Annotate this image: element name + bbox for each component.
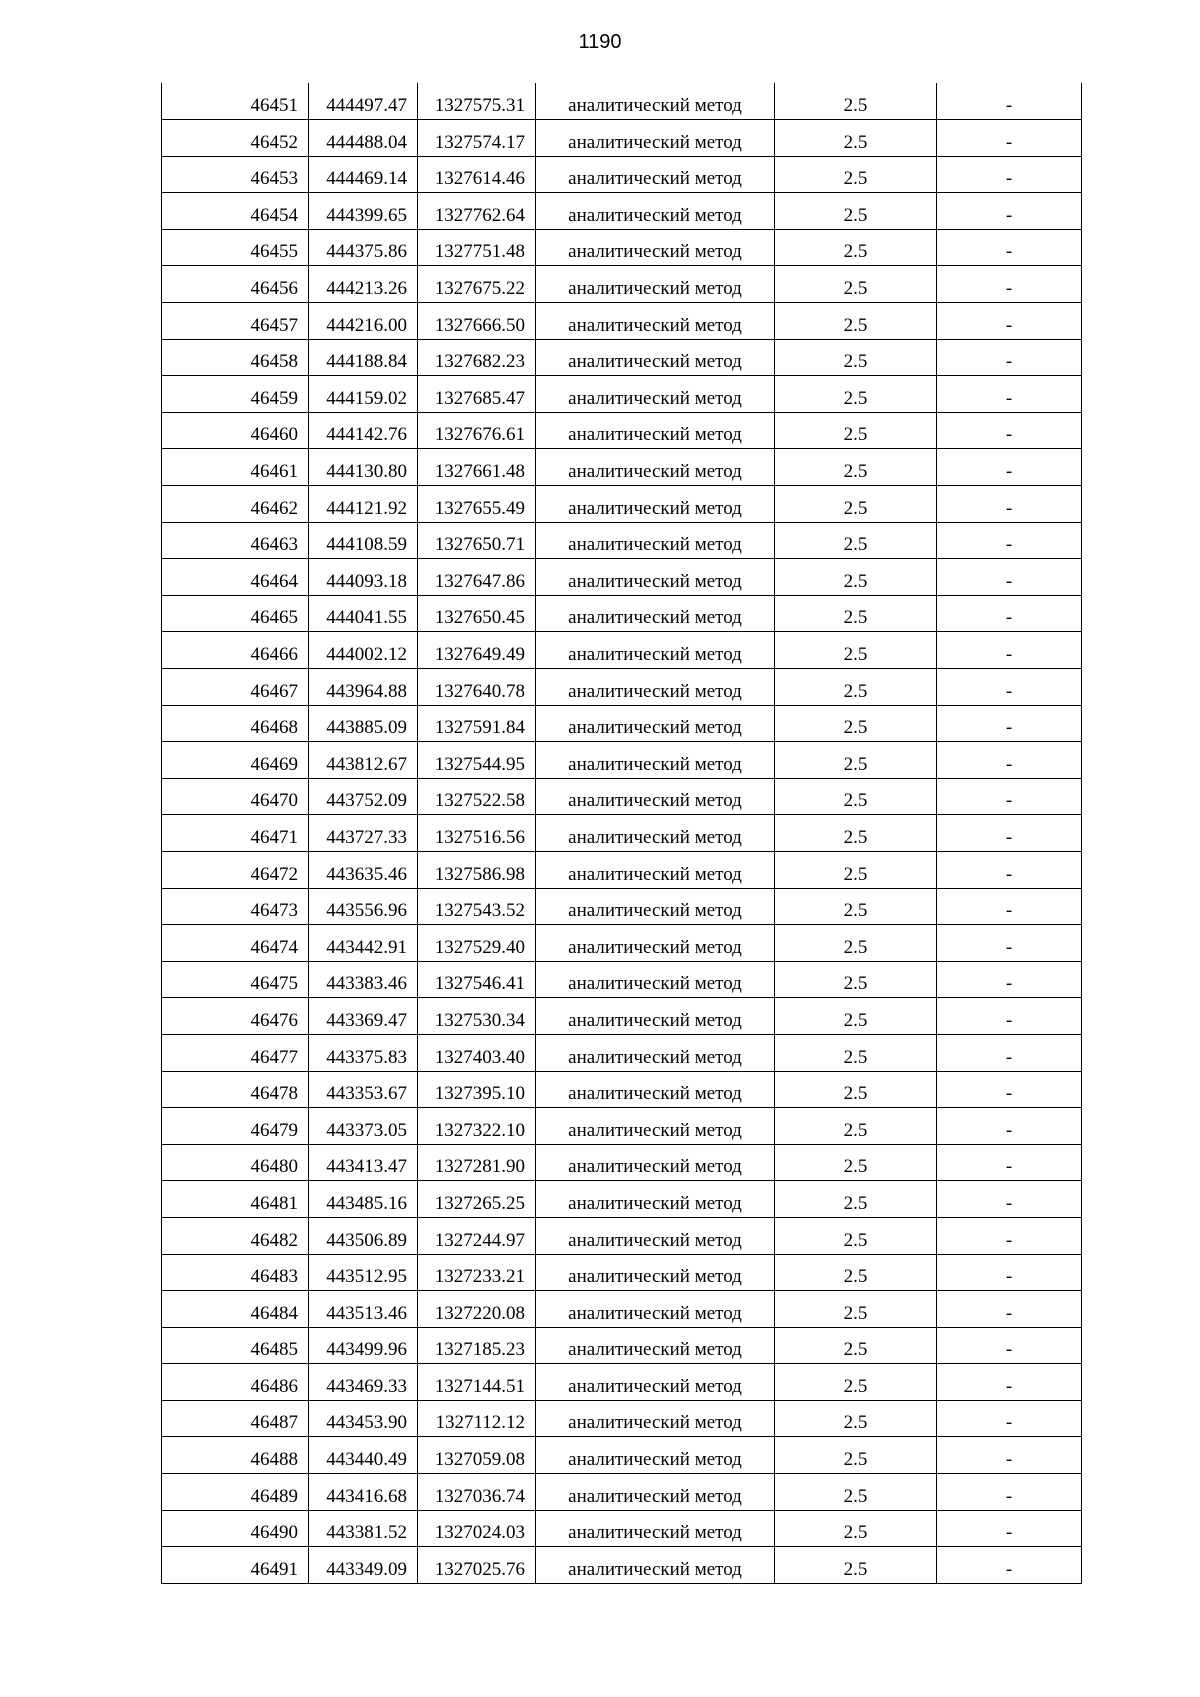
table-row bbox=[162, 486, 1082, 523]
note-cell: - bbox=[937, 266, 1082, 303]
y-coordinate-cell: 1327666.50 bbox=[418, 303, 536, 340]
point-number-cell: 46466 bbox=[162, 632, 309, 669]
method-cell: аналитический метод bbox=[536, 339, 775, 376]
point-number-cell: 46465 bbox=[162, 595, 309, 632]
table-row bbox=[162, 229, 1082, 266]
point-number-cell: 46455 bbox=[162, 229, 309, 266]
table-row bbox=[162, 961, 1082, 998]
table-row bbox=[162, 1327, 1082, 1364]
y-coordinate-cell: 1327676.61 bbox=[418, 412, 536, 449]
method-cell: аналитический метод bbox=[536, 1327, 775, 1364]
point-number-cell: 46474 bbox=[162, 925, 309, 962]
method-cell: аналитический метод bbox=[536, 1510, 775, 1547]
x-coordinate-cell: 443485.16 bbox=[309, 1181, 418, 1218]
table-row bbox=[162, 778, 1082, 815]
point-number-cell: 46484 bbox=[162, 1291, 309, 1328]
note-cell: - bbox=[937, 851, 1082, 888]
note-cell: - bbox=[937, 339, 1082, 376]
table-row bbox=[162, 669, 1082, 706]
accuracy-cell: 2.5 bbox=[775, 778, 937, 815]
table-row bbox=[162, 1474, 1082, 1511]
point-number-cell: 46480 bbox=[162, 1144, 309, 1181]
note-cell: - bbox=[937, 1547, 1082, 1584]
table-row bbox=[162, 1547, 1082, 1584]
note-cell: - bbox=[937, 705, 1082, 742]
accuracy-cell: 2.5 bbox=[775, 229, 937, 266]
y-coordinate-cell: 1327185.23 bbox=[418, 1327, 536, 1364]
method-cell: аналитический метод bbox=[536, 742, 775, 779]
accuracy-cell: 2.5 bbox=[775, 815, 937, 852]
x-coordinate-cell: 443381.52 bbox=[309, 1510, 418, 1547]
x-coordinate-cell: 444002.12 bbox=[309, 632, 418, 669]
x-coordinate-cell: 444121.92 bbox=[309, 486, 418, 523]
y-coordinate-cell: 1327522.58 bbox=[418, 778, 536, 815]
note-cell: - bbox=[937, 632, 1082, 669]
accuracy-cell: 2.5 bbox=[775, 669, 937, 706]
table-row bbox=[162, 1400, 1082, 1437]
y-coordinate-cell: 1327650.45 bbox=[418, 595, 536, 632]
method-cell: аналитический метод bbox=[536, 303, 775, 340]
table-row bbox=[162, 1254, 1082, 1291]
y-coordinate-cell: 1327546.41 bbox=[418, 961, 536, 998]
point-number-cell: 46461 bbox=[162, 449, 309, 486]
method-cell: аналитический метод bbox=[536, 120, 775, 157]
point-number-cell: 46481 bbox=[162, 1181, 309, 1218]
y-coordinate-cell: 1327059.08 bbox=[418, 1437, 536, 1474]
y-coordinate-cell: 1327244.97 bbox=[418, 1217, 536, 1254]
method-cell: аналитический метод bbox=[536, 925, 775, 962]
point-number-cell: 46487 bbox=[162, 1400, 309, 1437]
note-cell: - bbox=[937, 1364, 1082, 1401]
note-cell: - bbox=[937, 595, 1082, 632]
accuracy-cell: 2.5 bbox=[775, 1364, 937, 1401]
y-coordinate-cell: 1327591.84 bbox=[418, 705, 536, 742]
x-coordinate-cell: 444188.84 bbox=[309, 339, 418, 376]
y-coordinate-cell: 1327265.25 bbox=[418, 1181, 536, 1218]
point-number-cell: 46458 bbox=[162, 339, 309, 376]
x-coordinate-cell: 444497.47 bbox=[309, 83, 418, 120]
x-coordinate-cell: 443885.09 bbox=[309, 705, 418, 742]
accuracy-cell: 2.5 bbox=[775, 1108, 937, 1145]
y-coordinate-cell: 1327751.48 bbox=[418, 229, 536, 266]
accuracy-cell: 2.5 bbox=[775, 1291, 937, 1328]
y-coordinate-cell: 1327530.34 bbox=[418, 998, 536, 1035]
y-coordinate-cell: 1327036.74 bbox=[418, 1474, 536, 1511]
accuracy-cell: 2.5 bbox=[775, 120, 937, 157]
accuracy-cell: 2.5 bbox=[775, 961, 937, 998]
point-number-cell: 46457 bbox=[162, 303, 309, 340]
accuracy-cell: 2.5 bbox=[775, 1400, 937, 1437]
x-coordinate-cell: 443375.83 bbox=[309, 1034, 418, 1071]
x-coordinate-cell: 443469.33 bbox=[309, 1364, 418, 1401]
point-number-cell: 46459 bbox=[162, 376, 309, 413]
method-cell: аналитический метод bbox=[536, 1474, 775, 1511]
coordinates-table bbox=[161, 83, 1082, 1584]
point-number-cell: 46490 bbox=[162, 1510, 309, 1547]
x-coordinate-cell: 443499.96 bbox=[309, 1327, 418, 1364]
table-row bbox=[162, 851, 1082, 888]
point-number-cell: 46470 bbox=[162, 778, 309, 815]
x-coordinate-cell: 444108.59 bbox=[309, 522, 418, 559]
accuracy-cell: 2.5 bbox=[775, 83, 937, 120]
y-coordinate-cell: 1327647.86 bbox=[418, 559, 536, 596]
note-cell: - bbox=[937, 1071, 1082, 1108]
point-number-cell: 46454 bbox=[162, 193, 309, 230]
y-coordinate-cell: 1327516.56 bbox=[418, 815, 536, 852]
point-number-cell: 46477 bbox=[162, 1034, 309, 1071]
accuracy-cell: 2.5 bbox=[775, 1144, 937, 1181]
x-coordinate-cell: 443440.49 bbox=[309, 1437, 418, 1474]
accuracy-cell: 2.5 bbox=[775, 1071, 937, 1108]
accuracy-cell: 2.5 bbox=[775, 193, 937, 230]
point-number-cell: 46488 bbox=[162, 1437, 309, 1474]
note-cell: - bbox=[937, 669, 1082, 706]
method-cell: аналитический метод bbox=[536, 1144, 775, 1181]
note-cell: - bbox=[937, 486, 1082, 523]
x-coordinate-cell: 443416.68 bbox=[309, 1474, 418, 1511]
x-coordinate-cell: 444213.26 bbox=[309, 266, 418, 303]
method-cell: аналитический метод bbox=[536, 632, 775, 669]
table-row bbox=[162, 303, 1082, 340]
note-cell: - bbox=[937, 961, 1082, 998]
method-cell: аналитический метод bbox=[536, 229, 775, 266]
method-cell: аналитический метод bbox=[536, 888, 775, 925]
x-coordinate-cell: 443353.67 bbox=[309, 1071, 418, 1108]
note-cell: - bbox=[937, 925, 1082, 962]
method-cell: аналитический метод bbox=[536, 1547, 775, 1584]
note-cell: - bbox=[937, 1400, 1082, 1437]
x-coordinate-cell: 443512.95 bbox=[309, 1254, 418, 1291]
x-coordinate-cell: 444159.02 bbox=[309, 376, 418, 413]
point-number-cell: 46475 bbox=[162, 961, 309, 998]
y-coordinate-cell: 1327649.49 bbox=[418, 632, 536, 669]
x-coordinate-cell: 443349.09 bbox=[309, 1547, 418, 1584]
method-cell: аналитический метод bbox=[536, 1217, 775, 1254]
y-coordinate-cell: 1327655.49 bbox=[418, 486, 536, 523]
note-cell: - bbox=[937, 1510, 1082, 1547]
note-cell: - bbox=[937, 742, 1082, 779]
point-number-cell: 46453 bbox=[162, 156, 309, 193]
method-cell: аналитический метод bbox=[536, 1071, 775, 1108]
y-coordinate-cell: 1327233.21 bbox=[418, 1254, 536, 1291]
table-row bbox=[162, 1034, 1082, 1071]
y-coordinate-cell: 1327575.31 bbox=[418, 83, 536, 120]
accuracy-cell: 2.5 bbox=[775, 742, 937, 779]
method-cell: аналитический метод bbox=[536, 961, 775, 998]
method-cell: аналитический метод bbox=[536, 1254, 775, 1291]
y-coordinate-cell: 1327144.51 bbox=[418, 1364, 536, 1401]
note-cell: - bbox=[937, 303, 1082, 340]
accuracy-cell: 2.5 bbox=[775, 1181, 937, 1218]
accuracy-cell: 2.5 bbox=[775, 1254, 937, 1291]
y-coordinate-cell: 1327685.47 bbox=[418, 376, 536, 413]
y-coordinate-cell: 1327024.03 bbox=[418, 1510, 536, 1547]
table-row bbox=[162, 120, 1082, 157]
y-coordinate-cell: 1327112.12 bbox=[418, 1400, 536, 1437]
point-number-cell: 46482 bbox=[162, 1217, 309, 1254]
table-row bbox=[162, 888, 1082, 925]
accuracy-cell: 2.5 bbox=[775, 412, 937, 449]
method-cell: аналитический метод bbox=[536, 998, 775, 1035]
point-number-cell: 46452 bbox=[162, 120, 309, 157]
x-coordinate-cell: 443513.46 bbox=[309, 1291, 418, 1328]
y-coordinate-cell: 1327650.71 bbox=[418, 522, 536, 559]
method-cell: аналитический метод bbox=[536, 559, 775, 596]
y-coordinate-cell: 1327529.40 bbox=[418, 925, 536, 962]
x-coordinate-cell: 443442.91 bbox=[309, 925, 418, 962]
x-coordinate-cell: 444375.86 bbox=[309, 229, 418, 266]
y-coordinate-cell: 1327281.90 bbox=[418, 1144, 536, 1181]
table-row bbox=[162, 632, 1082, 669]
point-number-cell: 46451 bbox=[162, 83, 309, 120]
accuracy-cell: 2.5 bbox=[775, 339, 937, 376]
note-cell: - bbox=[937, 1108, 1082, 1145]
accuracy-cell: 2.5 bbox=[775, 156, 937, 193]
point-number-cell: 46486 bbox=[162, 1364, 309, 1401]
accuracy-cell: 2.5 bbox=[775, 1217, 937, 1254]
accuracy-cell: 2.5 bbox=[775, 595, 937, 632]
point-number-cell: 46485 bbox=[162, 1327, 309, 1364]
coordinates-table-container bbox=[161, 83, 1081, 1584]
table-row bbox=[162, 1291, 1082, 1328]
y-coordinate-cell: 1327614.46 bbox=[418, 156, 536, 193]
note-cell: - bbox=[937, 1254, 1082, 1291]
note-cell: - bbox=[937, 83, 1082, 120]
point-number-cell: 46479 bbox=[162, 1108, 309, 1145]
note-cell: - bbox=[937, 376, 1082, 413]
table-row bbox=[162, 522, 1082, 559]
accuracy-cell: 2.5 bbox=[775, 998, 937, 1035]
table-row bbox=[162, 83, 1082, 120]
method-cell: аналитический метод bbox=[536, 1400, 775, 1437]
table-row bbox=[162, 1181, 1082, 1218]
table-row bbox=[162, 449, 1082, 486]
y-coordinate-cell: 1327395.10 bbox=[418, 1071, 536, 1108]
table-row bbox=[162, 1217, 1082, 1254]
point-number-cell: 46472 bbox=[162, 851, 309, 888]
point-number-cell: 46464 bbox=[162, 559, 309, 596]
y-coordinate-cell: 1327675.22 bbox=[418, 266, 536, 303]
accuracy-cell: 2.5 bbox=[775, 1034, 937, 1071]
x-coordinate-cell: 443727.33 bbox=[309, 815, 418, 852]
note-cell: - bbox=[937, 1437, 1082, 1474]
x-coordinate-cell: 443383.46 bbox=[309, 961, 418, 998]
point-number-cell: 46491 bbox=[162, 1547, 309, 1584]
point-number-cell: 46483 bbox=[162, 1254, 309, 1291]
y-coordinate-cell: 1327543.52 bbox=[418, 888, 536, 925]
table-row bbox=[162, 998, 1082, 1035]
note-cell: - bbox=[937, 449, 1082, 486]
table-row bbox=[162, 1437, 1082, 1474]
accuracy-cell: 2.5 bbox=[775, 303, 937, 340]
method-cell: аналитический метод bbox=[536, 266, 775, 303]
method-cell: аналитический метод bbox=[536, 193, 775, 230]
accuracy-cell: 2.5 bbox=[775, 1510, 937, 1547]
note-cell: - bbox=[937, 1034, 1082, 1071]
x-coordinate-cell: 443373.05 bbox=[309, 1108, 418, 1145]
accuracy-cell: 2.5 bbox=[775, 851, 937, 888]
note-cell: - bbox=[937, 522, 1082, 559]
accuracy-cell: 2.5 bbox=[775, 1474, 937, 1511]
y-coordinate-cell: 1327640.78 bbox=[418, 669, 536, 706]
accuracy-cell: 2.5 bbox=[775, 632, 937, 669]
method-cell: аналитический метод bbox=[536, 1034, 775, 1071]
note-cell: - bbox=[937, 1181, 1082, 1218]
accuracy-cell: 2.5 bbox=[775, 522, 937, 559]
x-coordinate-cell: 443964.88 bbox=[309, 669, 418, 706]
note-cell: - bbox=[937, 1291, 1082, 1328]
point-number-cell: 46469 bbox=[162, 742, 309, 779]
method-cell: аналитический метод bbox=[536, 83, 775, 120]
table-row bbox=[162, 1108, 1082, 1145]
method-cell: аналитический метод bbox=[536, 1181, 775, 1218]
point-number-cell: 46467 bbox=[162, 669, 309, 706]
note-cell: - bbox=[937, 156, 1082, 193]
point-number-cell: 46489 bbox=[162, 1474, 309, 1511]
method-cell: аналитический метод bbox=[536, 486, 775, 523]
accuracy-cell: 2.5 bbox=[775, 1547, 937, 1584]
y-coordinate-cell: 1327025.76 bbox=[418, 1547, 536, 1584]
note-cell: - bbox=[937, 778, 1082, 815]
table-row bbox=[162, 705, 1082, 742]
accuracy-cell: 2.5 bbox=[775, 266, 937, 303]
method-cell: аналитический метод bbox=[536, 156, 775, 193]
method-cell: аналитический метод bbox=[536, 376, 775, 413]
note-cell: - bbox=[937, 120, 1082, 157]
x-coordinate-cell: 443752.09 bbox=[309, 778, 418, 815]
point-number-cell: 46478 bbox=[162, 1071, 309, 1108]
point-number-cell: 46462 bbox=[162, 486, 309, 523]
accuracy-cell: 2.5 bbox=[775, 559, 937, 596]
method-cell: аналитический метод bbox=[536, 669, 775, 706]
x-coordinate-cell: 443506.89 bbox=[309, 1217, 418, 1254]
table-row bbox=[162, 925, 1082, 962]
note-cell: - bbox=[937, 412, 1082, 449]
accuracy-cell: 2.5 bbox=[775, 888, 937, 925]
table-row bbox=[162, 559, 1082, 596]
method-cell: аналитический метод bbox=[536, 1108, 775, 1145]
x-coordinate-cell: 444216.00 bbox=[309, 303, 418, 340]
note-cell: - bbox=[937, 1144, 1082, 1181]
accuracy-cell: 2.5 bbox=[775, 376, 937, 413]
method-cell: аналитический метод bbox=[536, 778, 775, 815]
table-row bbox=[162, 339, 1082, 376]
y-coordinate-cell: 1327661.48 bbox=[418, 449, 536, 486]
method-cell: аналитический метод bbox=[536, 595, 775, 632]
note-cell: - bbox=[937, 815, 1082, 852]
table-body bbox=[162, 83, 1082, 1583]
accuracy-cell: 2.5 bbox=[775, 1437, 937, 1474]
point-number-cell: 46468 bbox=[162, 705, 309, 742]
x-coordinate-cell: 444093.18 bbox=[309, 559, 418, 596]
table-row bbox=[162, 1144, 1082, 1181]
table-row bbox=[162, 815, 1082, 852]
x-coordinate-cell: 443556.96 bbox=[309, 888, 418, 925]
x-coordinate-cell: 443812.67 bbox=[309, 742, 418, 779]
method-cell: аналитический метод bbox=[536, 705, 775, 742]
table-row bbox=[162, 1510, 1082, 1547]
y-coordinate-cell: 1327544.95 bbox=[418, 742, 536, 779]
accuracy-cell: 2.5 bbox=[775, 449, 937, 486]
method-cell: аналитический метод bbox=[536, 1437, 775, 1474]
accuracy-cell: 2.5 bbox=[775, 925, 937, 962]
accuracy-cell: 2.5 bbox=[775, 1327, 937, 1364]
table-row bbox=[162, 193, 1082, 230]
table-row bbox=[162, 412, 1082, 449]
table-row bbox=[162, 595, 1082, 632]
x-coordinate-cell: 444469.14 bbox=[309, 156, 418, 193]
note-cell: - bbox=[937, 1327, 1082, 1364]
y-coordinate-cell: 1327586.98 bbox=[418, 851, 536, 888]
table-row bbox=[162, 742, 1082, 779]
x-coordinate-cell: 443369.47 bbox=[309, 998, 418, 1035]
note-cell: - bbox=[937, 1474, 1082, 1511]
point-number-cell: 46463 bbox=[162, 522, 309, 559]
note-cell: - bbox=[937, 193, 1082, 230]
table-row bbox=[162, 1364, 1082, 1401]
method-cell: аналитический метод bbox=[536, 522, 775, 559]
x-coordinate-cell: 443635.46 bbox=[309, 851, 418, 888]
x-coordinate-cell: 444399.65 bbox=[309, 193, 418, 230]
point-number-cell: 46471 bbox=[162, 815, 309, 852]
point-number-cell: 46460 bbox=[162, 412, 309, 449]
method-cell: аналитический метод bbox=[536, 1291, 775, 1328]
table-row bbox=[162, 156, 1082, 193]
table-row bbox=[162, 266, 1082, 303]
table-row bbox=[162, 1071, 1082, 1108]
x-coordinate-cell: 443413.47 bbox=[309, 1144, 418, 1181]
note-cell: - bbox=[937, 1217, 1082, 1254]
note-cell: - bbox=[937, 998, 1082, 1035]
x-coordinate-cell: 443453.90 bbox=[309, 1400, 418, 1437]
y-coordinate-cell: 1327322.10 bbox=[418, 1108, 536, 1145]
method-cell: аналитический метод bbox=[536, 1364, 775, 1401]
x-coordinate-cell: 444488.04 bbox=[309, 120, 418, 157]
y-coordinate-cell: 1327220.08 bbox=[418, 1291, 536, 1328]
note-cell: - bbox=[937, 559, 1082, 596]
table-row bbox=[162, 376, 1082, 413]
y-coordinate-cell: 1327762.64 bbox=[418, 193, 536, 230]
method-cell: аналитический метод bbox=[536, 851, 775, 888]
y-coordinate-cell: 1327682.23 bbox=[418, 339, 536, 376]
page-number: 1190 bbox=[578, 31, 622, 53]
accuracy-cell: 2.5 bbox=[775, 486, 937, 523]
method-cell: аналитический метод bbox=[536, 815, 775, 852]
point-number-cell: 46456 bbox=[162, 266, 309, 303]
note-cell: - bbox=[937, 229, 1082, 266]
x-coordinate-cell: 444142.76 bbox=[309, 412, 418, 449]
point-number-cell: 46473 bbox=[162, 888, 309, 925]
y-coordinate-cell: 1327403.40 bbox=[418, 1034, 536, 1071]
x-coordinate-cell: 444130.80 bbox=[309, 449, 418, 486]
accuracy-cell: 2.5 bbox=[775, 705, 937, 742]
note-cell: - bbox=[937, 888, 1082, 925]
method-cell: аналитический метод bbox=[536, 412, 775, 449]
y-coordinate-cell: 1327574.17 bbox=[418, 120, 536, 157]
method-cell: аналитический метод bbox=[536, 449, 775, 486]
x-coordinate-cell: 444041.55 bbox=[309, 595, 418, 632]
point-number-cell: 46476 bbox=[162, 998, 309, 1035]
